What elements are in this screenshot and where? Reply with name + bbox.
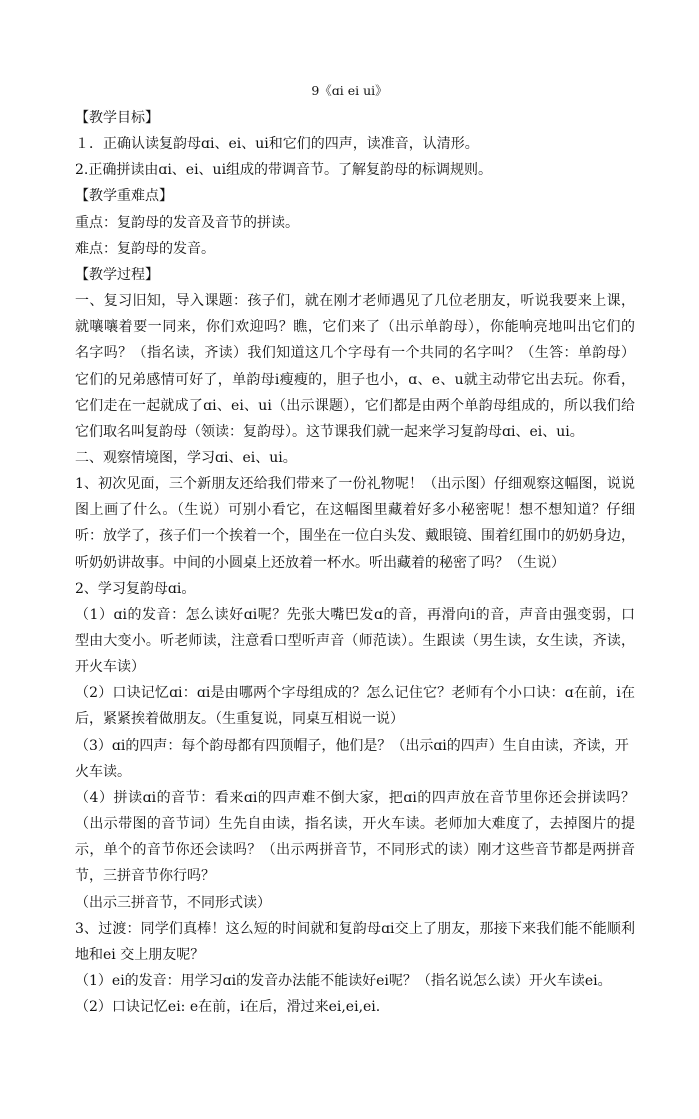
text-line: 后，紧紧挨着做朋友。（生重复说，同桌互相说一说） (75, 711, 404, 728)
text-line: 【教学目标】 (75, 110, 159, 126)
text-line: 它们走在一起就成了ɑi、ei、ui（出示课题），它们都是由两个单韵母组成的，所以我们给 (75, 397, 635, 414)
text-line: （1）ɑi的发音：怎么读好ɑi呢？先张大嘴巴发ɑ的音，再滑向i的音，声音由强变弱，口 (75, 606, 635, 623)
text-line: 1、初次见面，三个新朋友还给我们带来了一份礼物呢！（出示图）仔细观察这幅图，说说 (75, 476, 635, 493)
text-line: 它们的兄弟感情可好了，单韵母i瘦瘦的，胆子也小，ɑ、e、u就主动带它出去玩。你看， (75, 371, 635, 388)
text-line: 名字吗？（指名读，齐读）我们知道这几个字母有一个共同的名字叫？（生答：单韵母） (75, 345, 635, 362)
text-line: 型由大变小。听老师读，注意看口型听声音（师范读）。生跟读（男生读，女生读，齐读， (75, 633, 635, 649)
text-line: 二、观察情境图，学习ɑi、ei、ui。 (75, 449, 297, 466)
text-line: 火车读。 (75, 763, 131, 780)
text-line: 听奶奶讲故事。中间的小圆桌上还放着一杯水。听出藏着的秘密了吗？（生说） (75, 554, 565, 571)
text-line: （出示带图的音节词）生先自由读，指名读，开火车读。老师加大难度了，去掉图片的提 (75, 816, 635, 832)
text-line: １．正确认读复韵母ɑi、ei、ui和它们的四声，读准音，认清形。 (75, 136, 479, 153)
text-line: 2.正确拼读由ɑi、ei、ui组成的带调音节。了解复韵母的标调规则。 (75, 162, 493, 179)
text-line: 【教学过程】 (75, 266, 159, 283)
text-line: 一、复习旧知，导入课题：孩子们，就在刚才老师遇见了几位老朋友，听说我要来上课， (75, 293, 635, 309)
text-line: 2、学习复韵母ɑi。 (75, 580, 196, 597)
text-line: （3）ɑi的四声：每个韵母都有四顶帽子，他们是？（出示ɑi的四声）生自由读，齐读，开 (75, 737, 629, 754)
text-line: 地和ei 交上朋友呢？ (75, 946, 205, 963)
text-line: （4）拼读ɑi的音节：看来ɑi的四声难不倒大家，把ɑi的四声放在音节里你还会拼读吗？ (75, 789, 635, 806)
text-line: （1）ei的发音：用学习ɑi的发音办法能不能读好ei呢？（指名说怎么读）开火车读ei。 (75, 972, 612, 989)
text-line: 开火车读） (75, 659, 145, 676)
text-line: 图上画了什么。（生说）可别小看它，在这幅图里藏着好多小秘密呢！想不想知道？仔细 (75, 502, 635, 519)
text-line: （出示三拼音节，不同形式读） (75, 894, 271, 911)
text-line: （2）口诀记忆ɑi：ɑi是由哪两个字母组成的？怎么记住它？老师有个小口诀：ɑ在前，i在 (75, 685, 635, 702)
text-line: 【教学重难点】 (75, 188, 173, 205)
text-line: 就嚷嚷着要一同来，你们欢迎吗？瞧，它们来了（出示单韵母），你能响亮地叫出它们的 (75, 319, 635, 336)
text-line: （2）口诀记忆ei: e在前，i在后，滑过来ei,ei,ei. (75, 999, 381, 1016)
text-line: 听：放学了，孩子们一个挨着一个，围坐在一位白头发、戴眼镜、围着红围巾的奶奶身边， (75, 528, 635, 545)
text-line: 3、过渡：同学们真棒！这么短的时间就和复韵母ɑi交上了朋友，那接下来我们能不能顺利 (75, 920, 635, 937)
text-line: 示，单个的音节你还会读吗？（出示两拼音节，不同形式的读）刚才这些音节都是两拼音 (75, 842, 635, 859)
text-line: 节，三拼音节你行吗？ (75, 868, 215, 885)
page-title: 9《ɑi ei ui》 (311, 83, 388, 98)
text-line: 难点：复韵母的发音。 (75, 240, 215, 257)
text-line: 重点：复韵母的发音及音节的拼读。 (75, 214, 299, 231)
text-line: 它们取名叫复韵母（领读：复韵母）。这节课我们就一起来学习复韵母ɑi、ei、ui。 (75, 423, 584, 440)
